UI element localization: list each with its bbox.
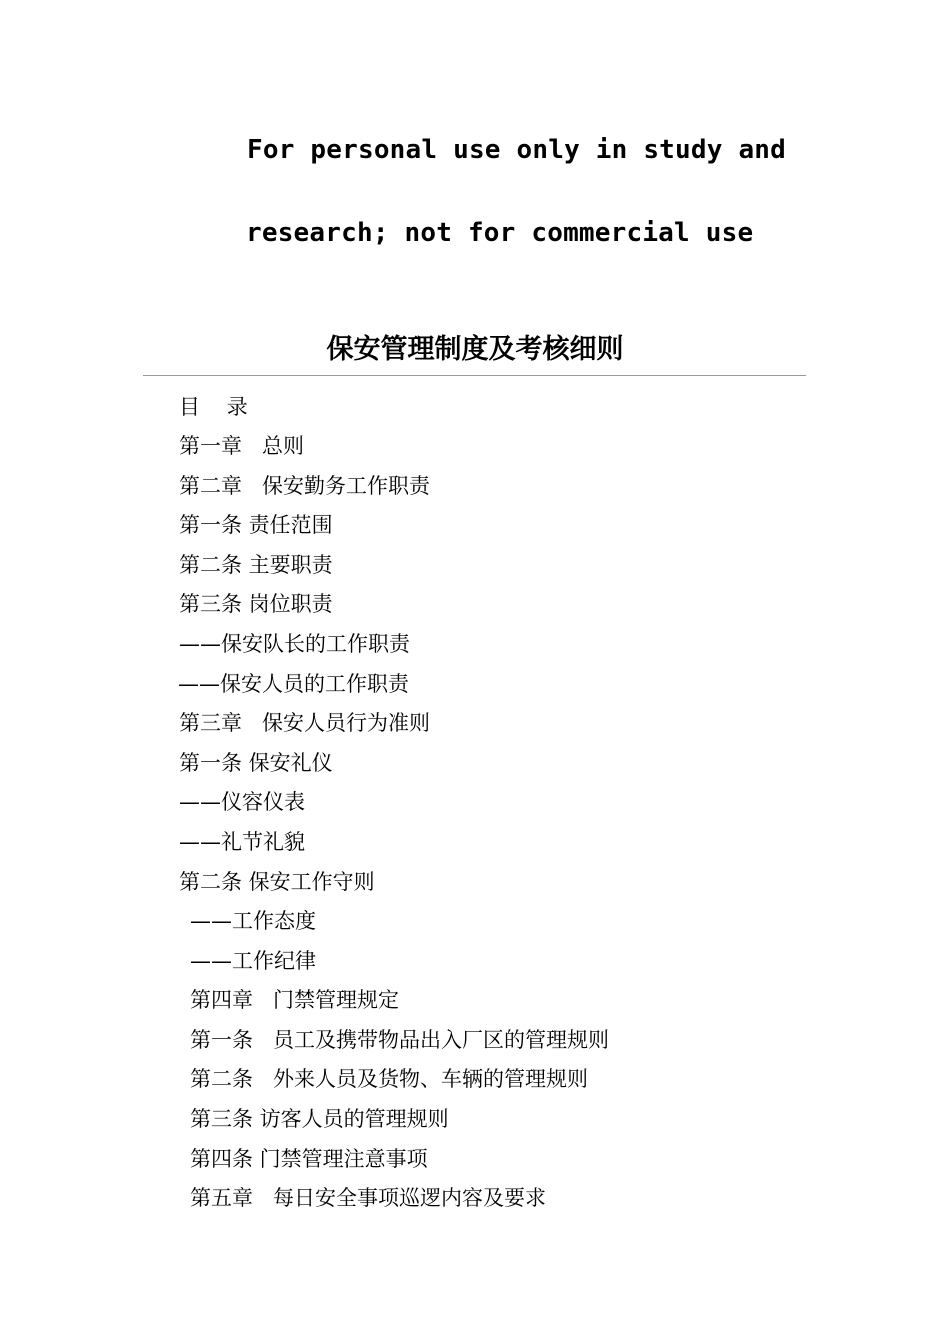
toc-item: ——仪容仪表: [179, 790, 305, 814]
toc-item: 第二条 保安工作守则: [179, 870, 375, 894]
toc-item: 第一条 保安礼仪: [179, 751, 333, 775]
toc-item: ——工作纪律: [190, 949, 316, 973]
toc-item: 第三条 访客人员的管理规则: [190, 1107, 449, 1131]
toc-item: 第一章 总则: [179, 434, 305, 458]
toc-item: 第二条 外来人员及货物、车辆的管理规则: [190, 1067, 589, 1091]
toc-item: ——工作态度: [190, 909, 316, 933]
toc-item: 第五章 每日安全事项巡逻内容及要求: [190, 1186, 547, 1210]
toc-item: 第一条 员工及携带物品出入厂区的管理规则: [190, 1028, 610, 1052]
usage-notice-line-1: For personal use only in study and: [247, 135, 787, 165]
title-divider: [143, 375, 806, 376]
toc-item: 第一条 责任范围: [179, 513, 333, 537]
toc-item: 第三条 岗位职责: [179, 592, 333, 616]
toc-heading: 目 录: [179, 395, 248, 419]
toc-item: 第三章 保安人员行为准则: [179, 711, 431, 735]
toc-item: 第二条 主要职责: [179, 553, 333, 577]
document-title: 保安管理制度及考核细则: [326, 334, 624, 365]
usage-notice-line-2: research; not for commercial use: [246, 218, 754, 248]
toc-item: ——保安队长的工作职责: [179, 632, 410, 656]
toc-item: ——礼节礼貌: [179, 830, 305, 854]
toc-item: 第四条 门禁管理注意事项: [190, 1147, 428, 1171]
toc-item: 第二章 保安勤务工作职责: [179, 474, 431, 498]
toc-item: 第四章 门禁管理规定: [190, 988, 400, 1012]
toc-item: ——保安人员的工作职责: [178, 672, 409, 696]
